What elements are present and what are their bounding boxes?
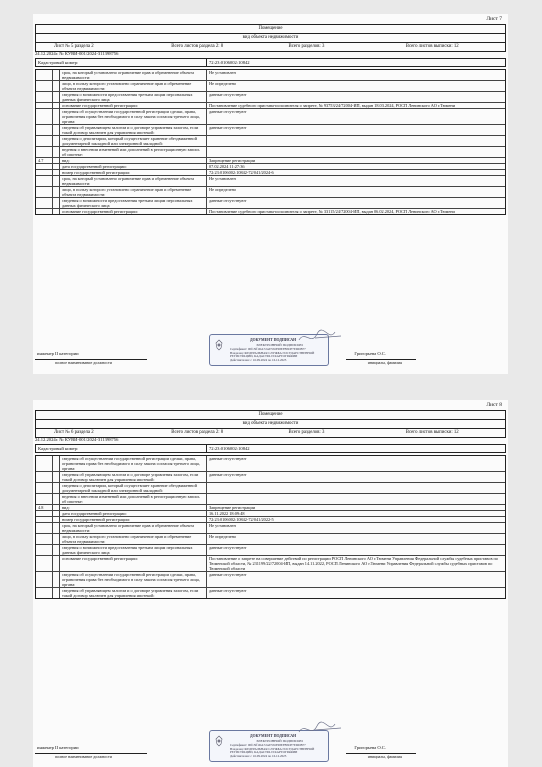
handwritten-signature <box>295 326 345 348</box>
row-spacer <box>53 136 60 146</box>
row-label: сведения об осуществлении государственной регистрации сделки, права, ограничения права без необходимого в силу закона согласия третьего лица, органа: <box>60 572 207 587</box>
caption-position: полное наименование должности <box>55 754 112 759</box>
row-spacer <box>53 170 60 175</box>
row-value: данные отсутствуют <box>209 572 247 577</box>
row-number <box>36 125 53 135</box>
table-row <box>36 472 505 483</box>
date-line: 24.12.2024г. № КУВИ-001/2024-311398756 <box>35 51 119 56</box>
row-label: сведения об осуществлении государственной регистрации сделки, права, ограничения права без необходимого в силу закона согласия третьего лица, органа: <box>60 109 207 124</box>
row-label: дата государственной регистрации: <box>60 164 207 169</box>
row-spacer <box>53 505 60 510</box>
row-number <box>36 92 53 102</box>
table-row <box>36 81 505 92</box>
row-number: 4.8 <box>36 505 53 510</box>
row-label: лицо, в пользу которого установлено ограничение прав и обременение объекта недвижимости: <box>60 81 207 91</box>
row-label: сведения об управляющем залогом и о договоре управления залогом, если такой договор заключен для управления ипотекой: <box>60 588 207 598</box>
row-number <box>36 170 53 175</box>
row-label: сведения об управляющем залогом и о договоре управления залогом, если такой договор заключен для управления ипотекой: <box>60 125 207 135</box>
cadastral-value: 72:23:0106002:10842 <box>209 446 250 451</box>
encumbrance-table <box>35 69 506 215</box>
table-row <box>36 534 505 545</box>
row-number <box>36 187 53 197</box>
table-row <box>36 494 505 505</box>
row-spacer <box>53 81 60 91</box>
table-row <box>36 588 505 598</box>
row-label: лицо, в пользу которого установлено ограничение прав и обременение объекта недвижимости: <box>60 534 207 544</box>
row-number <box>36 517 53 522</box>
row-value: данные отсутствуют <box>209 545 247 550</box>
header-subtitle: вид объекта недвижимости <box>36 34 505 43</box>
sheet-number: Лист 7 <box>486 16 502 22</box>
row-label: ведения о внесении изменений или дополнений в регистрационную запись об ипотеке: <box>60 494 207 504</box>
row-label: основание государственной регистрации: <box>60 556 207 571</box>
row-number <box>36 556 53 571</box>
row-spacer <box>53 92 60 102</box>
row-value: Запрещение регистрации <box>209 505 256 510</box>
row-spacer <box>53 147 60 157</box>
row-number <box>36 109 53 124</box>
table-row <box>36 209 505 214</box>
page-header <box>35 24 506 52</box>
row-number <box>36 81 53 91</box>
table-row <box>36 70 505 81</box>
row-spacer <box>53 164 60 169</box>
table-row <box>36 523 505 534</box>
row-value: Не установлен <box>209 176 236 181</box>
row-value: Не установлен <box>209 70 236 75</box>
signer-position: инженер II категории <box>37 351 79 356</box>
row-value: Не определено <box>209 187 237 192</box>
row-spacer <box>53 109 60 124</box>
row-spacer <box>53 534 60 544</box>
table-row <box>36 187 505 198</box>
row-spacer <box>53 523 60 533</box>
row-spacer <box>53 572 60 587</box>
row-label: сведения об управляющем залогом и о договоре управления залогом, если такой договор заключен для управления ипотекой: <box>60 472 207 482</box>
row-value: Не определено <box>209 534 237 539</box>
row-value <box>207 483 505 493</box>
row-value: данные отсутствуют <box>209 198 247 203</box>
row-value: 72:23:0106002:10842-72/041/2024-6 <box>209 170 274 175</box>
row-spacer <box>53 511 60 516</box>
row-spacer <box>53 517 60 522</box>
cadastral-row <box>35 58 506 67</box>
row-number <box>36 209 53 214</box>
total-sheets-extract: Всего листов выписки: 12 <box>405 430 459 435</box>
stamp-subtitle: ЭЛЕКТРОННОЙ ПОДПИСЬЮ <box>256 343 303 347</box>
row-value: данные отсутствуют <box>209 456 247 461</box>
document-page-2 <box>33 400 508 767</box>
row-value: данные отсутствуют <box>209 125 247 130</box>
row-value <box>207 147 505 157</box>
row-number <box>36 588 53 598</box>
row-number <box>36 523 53 533</box>
header-title: Помещение <box>36 25 505 34</box>
table-row <box>36 198 505 209</box>
row-number: 4.7 <box>36 158 53 163</box>
document-page-1 <box>33 14 508 374</box>
row-label: лицо, в пользу которого установлено ограничение прав и обременение объекта недвижимости: <box>60 187 207 197</box>
table-row <box>36 109 505 125</box>
cadastral-label: Кадастровый номер: <box>36 445 207 452</box>
handwritten-signature <box>295 718 345 740</box>
row-label: сведения о возможности предоставления третьим лицам персональных данных физического лица <box>60 545 207 555</box>
row-label: срок, на который установлено ограничение прав и обременение объекта недвижимости: <box>60 176 207 186</box>
table-row <box>36 572 505 588</box>
row-spacer <box>53 556 60 571</box>
row-label: сведения о депозитарии, который осуществляет хранение обездвиженной документарной закладной или электронной закладной: <box>60 483 207 493</box>
total-sheets-extract: Всего листов выписки: 12 <box>405 44 459 49</box>
sheet-section: Лист № 6 раздела 2 <box>54 430 94 435</box>
caption-name: инициалы, фамилия <box>367 360 402 365</box>
row-spacer <box>53 209 60 214</box>
row-label: вид: <box>60 158 207 163</box>
row-spacer <box>53 456 60 471</box>
caption-name: инициалы, фамилия <box>367 754 402 759</box>
total-sections: Всего разделов: 3 <box>288 430 325 435</box>
caption-position: полное наименование должности <box>55 360 112 365</box>
sheet-section: Лист № 5 раздела 2 <box>54 44 94 49</box>
row-number <box>36 176 53 186</box>
cadastral-row <box>35 444 506 453</box>
table-row <box>36 125 505 136</box>
row-value: Не определено <box>209 81 237 86</box>
row-label: срок, на который установлено ограничение прав и обременение объекта недвижимости: <box>60 70 207 80</box>
table-row <box>36 176 505 187</box>
row-spacer <box>53 494 60 504</box>
row-spacer <box>53 103 60 108</box>
header-title: Помещение <box>36 411 505 420</box>
row-number <box>36 572 53 587</box>
row-spacer <box>53 198 60 208</box>
signer-name: Григорьева О.С. <box>354 745 386 750</box>
row-spacer <box>53 545 60 555</box>
row-label: срок, на который установлено ограничение прав и обременение объекта недвижимости: <box>60 523 207 533</box>
row-label: сведения о депозитарии, который осуществляет хранение обездвиженной документарной закладной или электронной закладной: <box>60 136 207 146</box>
table-row <box>36 136 505 147</box>
row-value: данные отсутствуют <box>209 92 247 97</box>
table-row <box>36 556 505 572</box>
row-spacer <box>53 588 60 598</box>
row-spacer <box>53 158 60 163</box>
row-number <box>36 198 53 208</box>
row-spacer <box>53 70 60 80</box>
row-number <box>36 534 53 544</box>
row-spacer <box>53 472 60 482</box>
row-spacer <box>53 483 60 493</box>
row-label: сведения о возможности предоставления третьим лицам персональных данных физического лица <box>60 198 207 208</box>
row-label: вид: <box>60 505 207 510</box>
sheet-number: Лист 8 <box>486 402 502 408</box>
row-number <box>36 545 53 555</box>
row-number <box>36 483 53 493</box>
row-label: основание государственной регистрации: <box>60 209 207 214</box>
table-row <box>36 456 505 472</box>
row-value: 07.02.2024 11:27:36 <box>209 164 245 169</box>
row-label: номер государственной регистрации: <box>60 517 207 522</box>
total-sheets-section: Всего листов раздела 2: 8 <box>171 44 224 49</box>
row-value: Не установлен <box>209 523 236 528</box>
row-number <box>36 456 53 471</box>
table-row <box>36 147 505 158</box>
date-line: 24.12.2024г. № КУВИ-001/2024-311398756 <box>35 437 119 442</box>
stamp-details: Сертификат: 00f15ff1DA72AE556F68EFB5DF7EDDB77 Владелец: ФЕДЕРАЛЬНАЯ СЛУЖБА ГОСУДАРСТВЕННОЙ РЕГИСТРАЦИИ, КАДАСТРА И КАРТОГРАФИИ Действителен: с 16.09.2024 по 16.12.2025 <box>230 347 315 362</box>
row-label: сведения об осуществлении государственной регистрации сделки, права, ограничения права без необходимого в силу закона согласия третьего лица, органа: <box>60 456 207 471</box>
row-label: сведения о возможности предоставления третьим лицам персональных данных физического лица <box>60 92 207 102</box>
table-row <box>36 92 505 103</box>
emblem-icon <box>213 735 225 747</box>
stamp-details: Сертификат: 00f15ff1DA72AE556F68EFB5DF7EDDB77 Владелец: ФЕДЕРАЛЬНАЯ СЛУЖБА ГОСУДАРСТВЕННОЙ РЕГИСТРАЦИИ, КАДАСТРА И КАРТОГРАФИИ Действителен: с 16.09.2024 по 16.12.2025 <box>230 743 315 758</box>
signer-position: инженер II категории <box>37 745 79 750</box>
total-sections: Всего разделов: 3 <box>288 44 325 49</box>
row-spacer <box>53 125 60 135</box>
stamp-subtitle: ЭЛЕКТРОННОЙ ПОДПИСЬЮ <box>256 739 303 743</box>
row-value <box>207 494 505 504</box>
stamp-title: ДОКУМЕНТ ПОДПИСАН <box>250 338 297 342</box>
row-value: данные отсутствуют <box>209 588 247 593</box>
total-sheets-section: Всего листов раздела 2: 8 <box>171 430 224 435</box>
row-label: дата государственной регистрации: <box>60 511 207 516</box>
row-value: Постановление судебного пристава-исполнителя о запрете, № 33115/24/72004-ИП, выдан 06.02.2024, РОСП Ленинского АО г.Тюмени <box>209 209 455 214</box>
row-label: ведения о внесении изменений или дополнений в регистрационную запись об ипотеке: <box>60 147 207 157</box>
row-label: номер государственной регистрации: <box>60 170 207 175</box>
emblem-icon <box>213 339 225 351</box>
row-value <box>207 136 505 146</box>
stamp-title: ДОКУМЕНТ ПОДПИСАН <box>250 734 297 738</box>
row-value: 16.11.2022 18:09:48 <box>209 511 245 516</box>
row-value: Запрещение регистрации <box>209 158 256 163</box>
row-number <box>36 494 53 504</box>
header-subtitle: вид объекта недвижимости <box>36 420 505 429</box>
row-number <box>36 472 53 482</box>
row-value: данные отсутствуют <box>209 472 247 477</box>
page-header <box>35 410 506 438</box>
table-row <box>36 483 505 494</box>
row-number <box>36 70 53 80</box>
table-row <box>36 545 505 556</box>
cadastral-label: Кадастровый номер: <box>36 59 207 66</box>
row-value: 72:23:0106002:10842-72/041/2022-5 <box>209 517 274 522</box>
encumbrance-table <box>35 455 506 599</box>
row-spacer <box>53 176 60 186</box>
row-number <box>36 136 53 146</box>
row-number <box>36 164 53 169</box>
row-number <box>36 511 53 516</box>
row-spacer <box>53 187 60 197</box>
row-value: данные отсутствуют <box>209 109 247 114</box>
row-value: Постановление судебного пристава-исполнителя о запрете, № 93753/24/72004-ИП, выдан 18.03.2024, РОСП Ленинского АО г.Тюмени <box>209 103 456 108</box>
row-number <box>36 147 53 157</box>
cadastral-value: 72:23:0106002:10842 <box>209 60 250 65</box>
signer-name: Григорьева О.С. <box>354 351 386 356</box>
row-number <box>36 103 53 108</box>
row-label: основание государственной регистрации: <box>60 103 207 108</box>
row-value: Постановление о запрете на совершение действий по регистрации РОСП Ленинского АО г.Тюмени Управления Федеральной службы судебных приставов по Тюменской области, № 231199/22/72004-ИП, выдан 14.11.2022, РОСП Ленинского АО г.Тюмени Управления Федеральной службы судебных приставов по Тюменской области <box>209 556 498 571</box>
